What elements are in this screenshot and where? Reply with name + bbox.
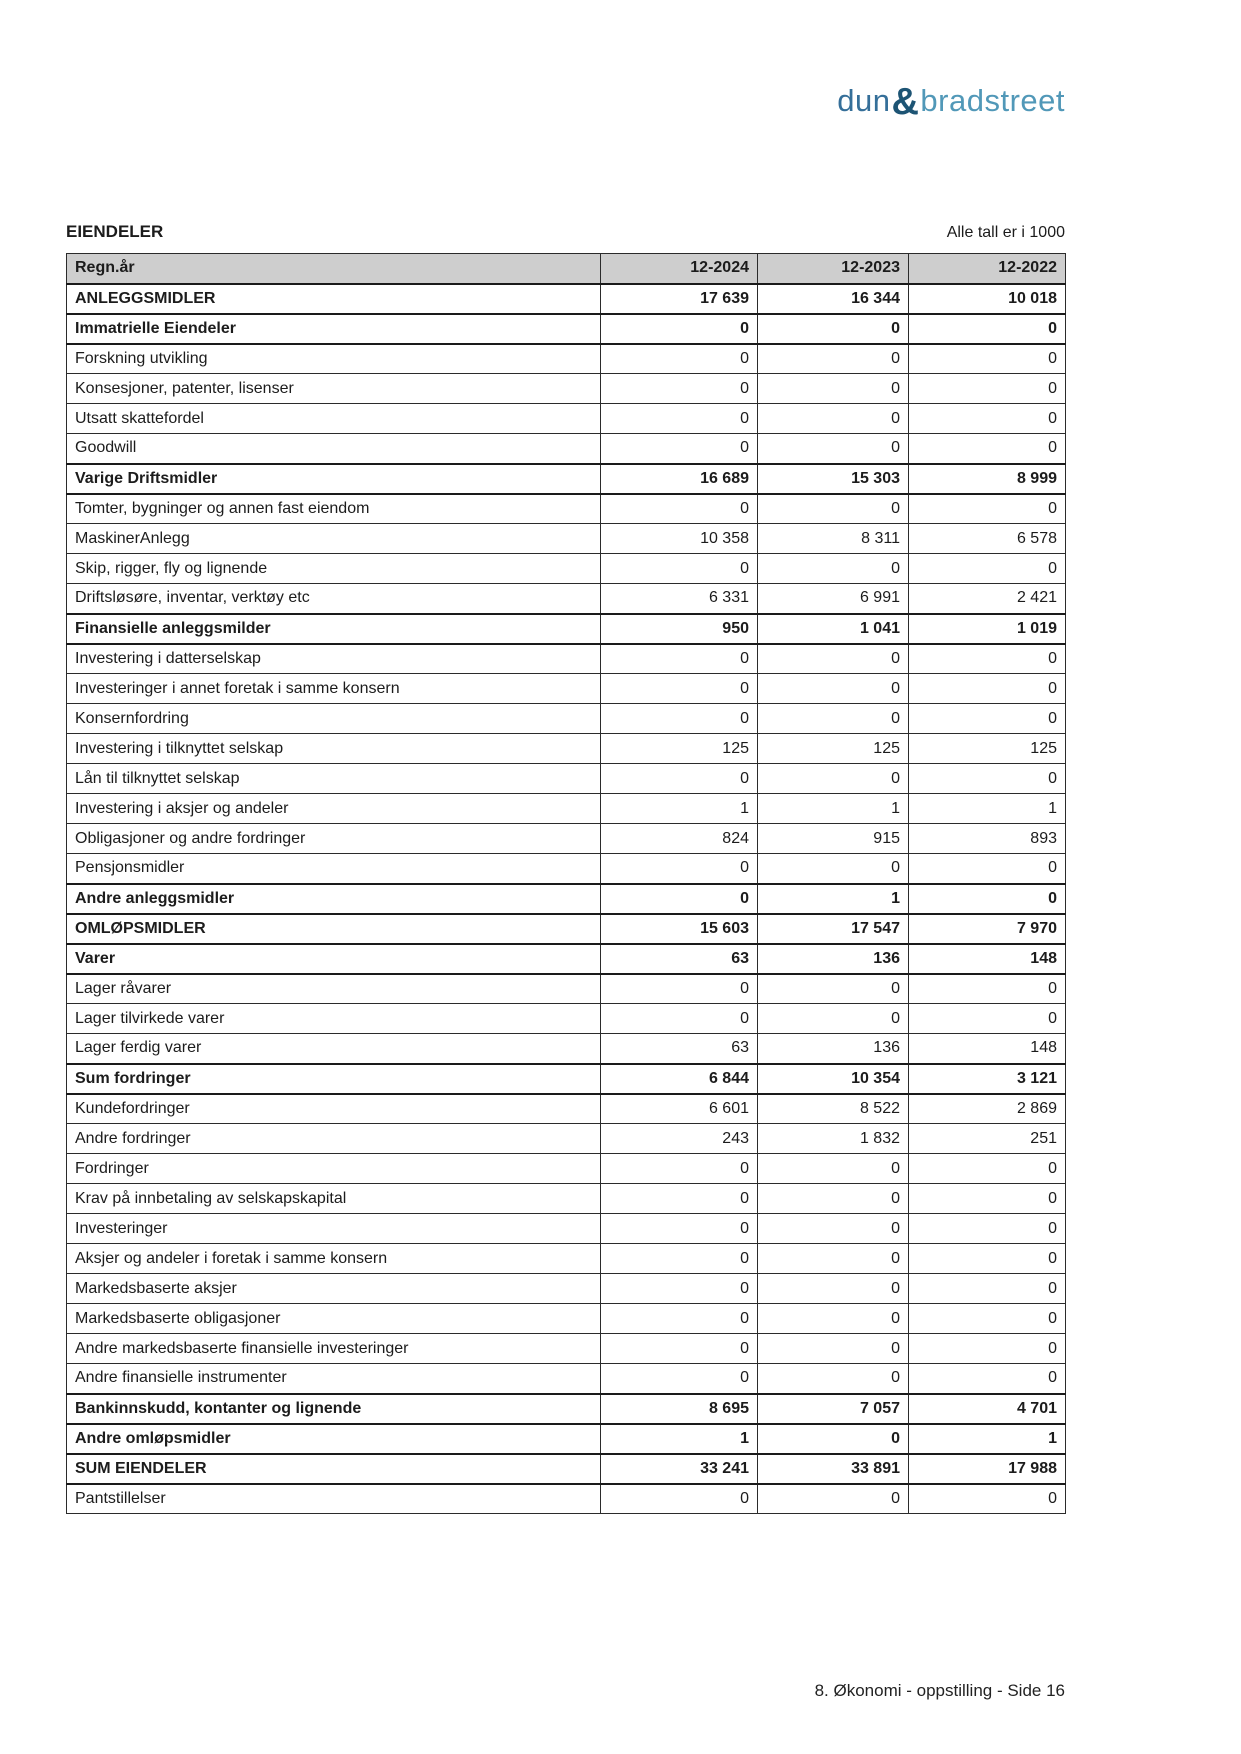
- row-label: Investering i tilknyttet selskap: [67, 734, 601, 764]
- row-value: 915: [758, 824, 909, 854]
- row-value: 0: [758, 1154, 909, 1184]
- row-value: 0: [758, 1184, 909, 1214]
- row-label: Skip, rigger, fly og lignende: [67, 554, 601, 584]
- row-value: 0: [601, 1154, 758, 1184]
- row-value: 0: [601, 644, 758, 674]
- row-value: 15 303: [758, 464, 909, 494]
- row-value: 0: [758, 1304, 909, 1334]
- row-value: 0: [601, 314, 758, 344]
- row-value: 0: [601, 1244, 758, 1274]
- row-value: 8 311: [758, 524, 909, 554]
- row-value: 0: [909, 374, 1066, 404]
- row-value: 6 578: [909, 524, 1066, 554]
- table-row: [67, 1154, 1066, 1184]
- year-column-label: Regn.år: [67, 254, 601, 284]
- table-row: [67, 704, 1066, 734]
- table-row: [67, 944, 1066, 974]
- row-value: 8 999: [909, 464, 1066, 494]
- row-label: Finansielle anleggsmilder: [67, 614, 601, 644]
- row-value: 0: [758, 854, 909, 884]
- row-value: 0: [758, 1274, 909, 1304]
- table-row: [67, 914, 1066, 944]
- row-label: Aksjer og andeler i foretak i samme konsern: [67, 1244, 601, 1274]
- row-value: 1 019: [909, 614, 1066, 644]
- row-value: 0: [909, 494, 1066, 524]
- row-label: Andre omløpsmidler: [67, 1424, 601, 1454]
- row-label: Pensjonsmidler: [67, 854, 601, 884]
- row-value: 125: [601, 734, 758, 764]
- table-row: [67, 1274, 1066, 1304]
- row-value: 0: [909, 1304, 1066, 1334]
- table-row: [67, 1064, 1066, 1094]
- row-label: Varige Driftsmidler: [67, 464, 601, 494]
- table-row: [67, 1214, 1066, 1244]
- row-value: 6 331: [601, 584, 758, 614]
- row-value: 0: [601, 1364, 758, 1394]
- row-value: 0: [909, 674, 1066, 704]
- row-value: 0: [758, 554, 909, 584]
- row-label: MaskinerAnlegg: [67, 524, 601, 554]
- row-value: 1 832: [758, 1124, 909, 1154]
- row-value: 0: [601, 974, 758, 1004]
- table-row: [67, 584, 1066, 614]
- row-label: Andre fordringer: [67, 1124, 601, 1154]
- table-row: [67, 1034, 1066, 1064]
- row-value: 0: [909, 344, 1066, 374]
- row-value: 8 695: [601, 1394, 758, 1424]
- row-label: OMLØPSMIDLER: [67, 914, 601, 944]
- row-value: 0: [758, 1244, 909, 1274]
- row-value: 148: [909, 1034, 1066, 1064]
- row-value: 63: [601, 1034, 758, 1064]
- row-label: Konsernfordring: [67, 704, 601, 734]
- row-value: 0: [909, 1334, 1066, 1364]
- table-row: [67, 1484, 1066, 1514]
- row-value: 17 639: [601, 284, 758, 314]
- row-value: 3 121: [909, 1064, 1066, 1094]
- row-value: 0: [601, 434, 758, 464]
- row-value: 0: [909, 974, 1066, 1004]
- table-row: [67, 854, 1066, 884]
- row-label: Bankinnskudd, kontanter og lignende: [67, 1394, 601, 1424]
- table-row: [67, 1334, 1066, 1364]
- row-value: 0: [601, 674, 758, 704]
- table-row: [67, 824, 1066, 854]
- row-label: Forskning utvikling: [67, 344, 601, 374]
- row-value: 1: [758, 794, 909, 824]
- column-header-12-2023: 12-2023: [758, 254, 909, 284]
- row-label: Investeringer i annet foretak i samme konsern: [67, 674, 601, 704]
- row-value: 0: [601, 494, 758, 524]
- row-value: 0: [758, 764, 909, 794]
- row-label: Andre finansielle instrumenter: [67, 1364, 601, 1394]
- row-value: 0: [758, 1424, 909, 1454]
- ampersand-icon: &: [891, 81, 920, 123]
- table-row: [67, 794, 1066, 824]
- row-label: Andre anleggsmidler: [67, 884, 601, 914]
- row-value: 0: [909, 554, 1066, 584]
- column-header-12-2024: 12-2024: [601, 254, 758, 284]
- row-value: 6 601: [601, 1094, 758, 1124]
- table-row: [67, 734, 1066, 764]
- row-label: Fordringer: [67, 1154, 601, 1184]
- row-value: 16 689: [601, 464, 758, 494]
- row-label: Kundefordringer: [67, 1094, 601, 1124]
- page-footer: 8. Økonomi - oppstilling - Side 16: [814, 1681, 1065, 1700]
- row-value: 0: [758, 1214, 909, 1244]
- row-value: 0: [758, 1484, 909, 1514]
- row-label: Investering i datterselskap: [67, 644, 601, 674]
- row-value: 1: [601, 794, 758, 824]
- table-row: [67, 1364, 1066, 1394]
- row-label: Markedsbaserte obligasjoner: [67, 1304, 601, 1334]
- row-value: 2 421: [909, 584, 1066, 614]
- row-value: 10 018: [909, 284, 1066, 314]
- dun-bradstreet-logo: [837, 80, 1065, 123]
- column-header-12-2022: 12-2022: [909, 254, 1066, 284]
- balance-sheet-table: [66, 253, 1066, 1514]
- row-value: 6 844: [601, 1064, 758, 1094]
- row-label: Sum fordringer: [67, 1064, 601, 1094]
- row-value: 0: [601, 704, 758, 734]
- row-value: 0: [758, 1364, 909, 1394]
- row-value: 0: [909, 1154, 1066, 1184]
- row-value: 0: [601, 1184, 758, 1214]
- row-value: 0: [909, 1364, 1066, 1394]
- row-label: Goodwill: [67, 434, 601, 464]
- row-value: 0: [758, 644, 909, 674]
- table-row: [67, 1124, 1066, 1154]
- row-value: 0: [909, 644, 1066, 674]
- row-value: 0: [909, 434, 1066, 464]
- row-label: Lager råvarer: [67, 974, 601, 1004]
- row-value: 0: [601, 854, 758, 884]
- row-value: 0: [909, 1184, 1066, 1214]
- table-row: [67, 314, 1066, 344]
- row-label: SUM EIENDELER: [67, 1454, 601, 1484]
- row-value: 0: [909, 704, 1066, 734]
- row-value: 10 354: [758, 1064, 909, 1094]
- row-value: 125: [758, 734, 909, 764]
- row-value: 893: [909, 824, 1066, 854]
- row-value: 0: [909, 1484, 1066, 1514]
- row-label: Krav på innbetaling av selskapskapital: [67, 1184, 601, 1214]
- logo-text-dun: dun: [837, 83, 891, 118]
- row-value: 0: [758, 374, 909, 404]
- row-value: 0: [601, 554, 758, 584]
- row-value: 10 358: [601, 524, 758, 554]
- row-label: Lager ferdig varer: [67, 1034, 601, 1064]
- table-row: [67, 404, 1066, 434]
- row-value: 0: [909, 1244, 1066, 1274]
- row-value: 0: [601, 1004, 758, 1034]
- row-value: 0: [909, 404, 1066, 434]
- page-title: EIENDELER: [66, 222, 164, 241]
- row-value: 1: [758, 884, 909, 914]
- table-row: [67, 494, 1066, 524]
- row-value: 136: [758, 944, 909, 974]
- table-row: [67, 614, 1066, 644]
- row-label: Pantstillelser: [67, 1484, 601, 1514]
- row-value: 17 547: [758, 914, 909, 944]
- row-value: 63: [601, 944, 758, 974]
- row-value: 0: [909, 764, 1066, 794]
- row-value: 0: [758, 674, 909, 704]
- table-row: [67, 674, 1066, 704]
- row-value: 0: [601, 1304, 758, 1334]
- row-value: 0: [909, 314, 1066, 344]
- row-value: 0: [758, 344, 909, 374]
- table-row: [67, 1094, 1066, 1124]
- row-value: 1 041: [758, 614, 909, 644]
- row-value: 0: [601, 1484, 758, 1514]
- row-label: ANLEGGSMIDLER: [67, 284, 601, 314]
- table-row: [67, 1004, 1066, 1034]
- row-value: 0: [909, 884, 1066, 914]
- logo-text-bradstreet: bradstreet: [920, 83, 1065, 118]
- row-value: 2 869: [909, 1094, 1066, 1124]
- row-value: 4 701: [909, 1394, 1066, 1424]
- units-note: Alle tall er i 1000: [946, 224, 1065, 241]
- table-row: [67, 344, 1066, 374]
- row-value: 1: [601, 1424, 758, 1454]
- row-value: 33 891: [758, 1454, 909, 1484]
- title-row: [66, 222, 1065, 242]
- row-label: Lager tilvirkede varer: [67, 1004, 601, 1034]
- row-value: 33 241: [601, 1454, 758, 1484]
- row-value: 6 991: [758, 584, 909, 614]
- row-value: 125: [909, 734, 1066, 764]
- row-value: 0: [909, 1004, 1066, 1034]
- row-label: Investering i aksjer og andeler: [67, 794, 601, 824]
- table-row: [67, 644, 1066, 674]
- row-label: Obligasjoner og andre fordringer: [67, 824, 601, 854]
- row-label: Andre markedsbaserte finansielle investeringer: [67, 1334, 601, 1364]
- row-value: 1: [909, 794, 1066, 824]
- row-value: 15 603: [601, 914, 758, 944]
- table-row: [67, 374, 1066, 404]
- table-row: [67, 974, 1066, 1004]
- row-label: Tomter, bygninger og annen fast eiendom: [67, 494, 601, 524]
- row-value: 0: [758, 404, 909, 434]
- row-value: 0: [601, 404, 758, 434]
- row-value: 0: [758, 974, 909, 1004]
- row-value: 0: [601, 1334, 758, 1364]
- row-value: 16 344: [758, 284, 909, 314]
- table-header-row: [67, 254, 1066, 284]
- table-row: [67, 1454, 1066, 1484]
- table-row: [67, 284, 1066, 314]
- row-value: 1: [909, 1424, 1066, 1454]
- row-value: 0: [758, 1004, 909, 1034]
- row-label: Driftsløsøre, inventar, verktøy etc: [67, 584, 601, 614]
- row-label: Utsatt skattefordel: [67, 404, 601, 434]
- row-value: 8 522: [758, 1094, 909, 1124]
- table-row: [67, 464, 1066, 494]
- row-value: 0: [758, 1334, 909, 1364]
- table-row: [67, 1184, 1066, 1214]
- row-value: 0: [601, 374, 758, 404]
- row-value: 0: [909, 1274, 1066, 1304]
- table-row: [67, 524, 1066, 554]
- row-label: Immatrielle Eiendeler: [67, 314, 601, 344]
- row-value: 243: [601, 1124, 758, 1154]
- row-value: 0: [601, 884, 758, 914]
- table-row: [67, 1304, 1066, 1334]
- table-row: [67, 1394, 1066, 1424]
- row-value: 0: [601, 1214, 758, 1244]
- row-label: Investeringer: [67, 1214, 601, 1244]
- row-value: 136: [758, 1034, 909, 1064]
- row-value: 0: [601, 1274, 758, 1304]
- row-value: 7 057: [758, 1394, 909, 1424]
- row-value: 824: [601, 824, 758, 854]
- row-value: 0: [601, 764, 758, 794]
- row-label: Konsesjoner, patenter, lisenser: [67, 374, 601, 404]
- row-value: 148: [909, 944, 1066, 974]
- table-row: [67, 884, 1066, 914]
- row-value: 0: [909, 1214, 1066, 1244]
- row-value: 950: [601, 614, 758, 644]
- row-value: 0: [909, 854, 1066, 884]
- row-label: Markedsbaserte aksjer: [67, 1274, 601, 1304]
- row-value: 7 970: [909, 914, 1066, 944]
- row-value: 17 988: [909, 1454, 1066, 1484]
- table-row: [67, 434, 1066, 464]
- row-label: Lån til tilknyttet selskap: [67, 764, 601, 794]
- row-value: 0: [758, 704, 909, 734]
- row-value: 0: [601, 344, 758, 374]
- row-value: 0: [758, 494, 909, 524]
- table-row: [67, 1424, 1066, 1454]
- row-value: 0: [758, 434, 909, 464]
- row-value: 251: [909, 1124, 1066, 1154]
- row-label: Varer: [67, 944, 601, 974]
- row-value: 0: [758, 314, 909, 344]
- table-row: [67, 1244, 1066, 1274]
- table-row: [67, 554, 1066, 584]
- table-row: [67, 764, 1066, 794]
